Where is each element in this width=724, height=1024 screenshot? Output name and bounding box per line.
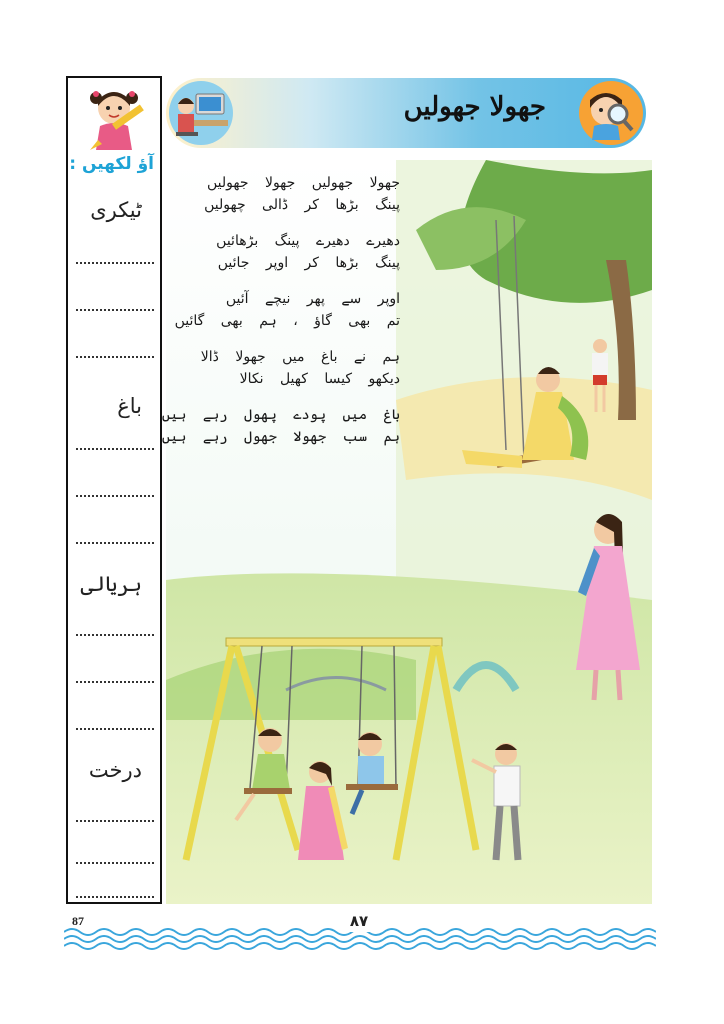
poem-verse: دیکھو کیسا کھیل نکالا — [239, 371, 400, 387]
writing-practice-sidebar — [66, 76, 162, 904]
poem-stanza — [170, 288, 400, 332]
poem-verse: دھیرے دھیرے پینگ بڑھائیں — [216, 233, 400, 249]
girl-with-magnifier-icon — [578, 80, 644, 146]
writing-line[interactable] — [76, 896, 154, 898]
page-title: جھولا جھولیں — [403, 92, 546, 122]
writing-line[interactable] — [76, 495, 154, 497]
poem-verse: پینگ بڑھا کر اوپر جائیں — [217, 255, 400, 271]
writing-line[interactable] — [76, 356, 154, 358]
poem-verse: ہم نے باغ میں جھولا ڈالا — [200, 349, 400, 365]
writing-line[interactable] — [76, 448, 154, 450]
writing-line[interactable] — [76, 728, 154, 730]
poem-verse: ہم سب جھولا جھول رہے ہیں — [161, 429, 400, 445]
practice-word: باغ — [117, 394, 142, 418]
writing-line[interactable] — [76, 262, 154, 264]
writing-line[interactable] — [76, 820, 154, 822]
poem-verse: پینگ بڑھا کر ڈالی چھولیں — [204, 197, 400, 213]
page-number-urdu: ۸۷ — [341, 912, 377, 932]
poem-verse: جھولا جھولیں جھولا جھولیں — [207, 175, 400, 191]
poem-verse: تم بھی گاؤ ، ہم بھی گائیں — [174, 313, 400, 329]
writing-line[interactable] — [76, 634, 154, 636]
writing-line[interactable] — [76, 542, 154, 544]
page-number-latin: 87 — [72, 914, 84, 928]
poem-stanza — [170, 230, 400, 274]
poem-verse: باغ میں پودے پھول رہے ہیں — [161, 407, 400, 423]
writing-line[interactable] — [76, 862, 154, 864]
poem — [161, 172, 400, 462]
writing-line[interactable] — [76, 309, 154, 311]
poem-verse: اوپر سے پھر نیچے آئیں — [225, 291, 400, 307]
poem-stanza — [170, 172, 400, 216]
practice-word: ہریالی — [80, 572, 142, 596]
poem-stanza — [170, 346, 400, 390]
title-banner — [166, 78, 646, 148]
practice-word: درخت — [88, 758, 142, 782]
writing-line[interactable] — [76, 681, 154, 683]
girl-with-pencil-icon — [82, 84, 146, 154]
write-heading: آؤ لکھیں : — [69, 154, 154, 174]
child-at-computer-icon — [168, 80, 234, 146]
poem-stanza — [161, 404, 400, 448]
practice-word: ٹیکری — [90, 198, 142, 222]
